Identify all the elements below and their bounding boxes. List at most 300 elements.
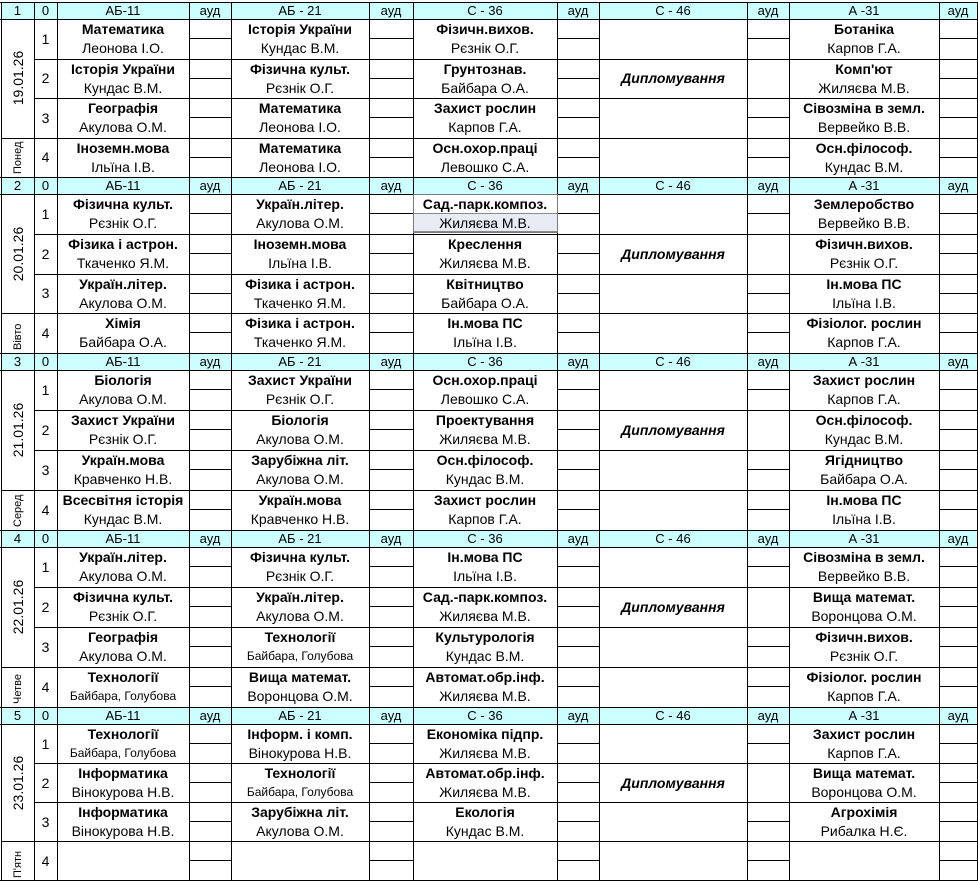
teacher-cell[interactable]: Акулова О.М. — [256, 608, 344, 624]
subject-cell[interactable]: Технології — [264, 765, 336, 781]
subject-cell[interactable]: Інформатика — [78, 765, 168, 781]
room-cell[interactable] — [557, 765, 599, 782]
teacher-cell[interactable]: Воронцова О.М. — [811, 784, 917, 800]
room-cell[interactable] — [369, 100, 413, 117]
subject-cell[interactable]: Автомат.обр.інф. — [425, 669, 545, 685]
teacher-cell[interactable]: Байбара, Голубова — [246, 649, 354, 663]
subject-cell[interactable]: Фізика і астрон. — [68, 235, 178, 252]
subject-cell[interactable]: Біологія — [94, 372, 152, 388]
subject-cell[interactable]: Сівозміна в земл. — [803, 100, 925, 116]
group-header-0[interactable]: АБ-11 — [105, 531, 141, 546]
teacher-cell[interactable]: Кундас В.М. — [260, 40, 340, 56]
room-cell[interactable] — [189, 549, 231, 566]
group-header-1[interactable]: АБ - 21 — [278, 178, 322, 193]
room-header-1: ауд — [380, 531, 402, 546]
group-header-2[interactable]: С - 36 — [467, 178, 503, 193]
teacher-cell[interactable]: Ільїна І.В. — [268, 254, 332, 271]
group-header-1[interactable]: АБ - 21 — [278, 3, 322, 18]
subject-cell[interactable]: Квітництво — [446, 275, 524, 292]
subject-cell[interactable]: Фізичн.вихов. — [815, 629, 913, 645]
group-header-0[interactable]: АБ-11 — [105, 3, 141, 18]
room-cell[interactable] — [189, 804, 231, 821]
subject-cell[interactable]: Україн.мова — [258, 492, 342, 508]
room-cell[interactable] — [557, 61, 599, 78]
subject-cell[interactable]: Фізична культ. — [72, 589, 174, 605]
room-cell[interactable] — [939, 372, 977, 389]
subject-cell[interactable]: Захист рослин — [433, 100, 537, 116]
room-cell[interactable] — [557, 726, 599, 743]
room-cell[interactable] — [189, 61, 231, 78]
group-header-1[interactable]: АБ - 21 — [278, 354, 322, 369]
room-divider — [369, 389, 413, 390]
room-divider — [557, 78, 599, 79]
teacher-cell[interactable]: Ткаченко Я.М. — [253, 334, 347, 351]
subject-cell[interactable]: Осн.охор.праці — [432, 139, 538, 156]
room-cell[interactable] — [189, 236, 231, 253]
room-cell[interactable] — [557, 276, 599, 293]
room-cell[interactable] — [369, 549, 413, 566]
room-cell[interactable] — [369, 412, 413, 429]
subject-cell[interactable]: Географія — [87, 100, 159, 116]
teacher-cell[interactable]: Байбара, Голубова — [69, 689, 177, 703]
group-header-0[interactable]: АБ-11 — [105, 178, 141, 193]
room-cell[interactable] — [189, 140, 231, 157]
room-cell[interactable] — [747, 629, 789, 646]
teacher-cell[interactable]: Рєзнік О.Г. — [265, 391, 335, 407]
room-cell[interactable] — [369, 452, 413, 469]
subject-cell[interactable]: Осн.філософ. — [815, 412, 913, 428]
room-cell[interactable] — [189, 765, 231, 782]
group-header-1[interactable]: АБ - 21 — [278, 531, 322, 546]
room-cell[interactable] — [747, 804, 789, 821]
subject-cell[interactable]: Географія — [87, 629, 159, 645]
sheet-bottom-border — [0, 880, 978, 881]
room-cell[interactable] — [557, 315, 599, 332]
room-cell[interactable] — [189, 452, 231, 469]
subject-cell[interactable]: Вища математ. — [248, 669, 352, 685]
room-cell[interactable] — [369, 843, 413, 860]
teacher-cell[interactable]: Рибалка Н.Є. — [820, 823, 908, 839]
room-cell[interactable] — [939, 629, 977, 646]
subject-cell[interactable]: Ботаніка — [833, 21, 895, 37]
room-cell[interactable] — [747, 196, 789, 213]
room-cell[interactable] — [369, 276, 413, 293]
room-cell[interactable] — [189, 492, 231, 509]
room-cell[interactable] — [369, 629, 413, 646]
room-cell[interactable] — [747, 726, 789, 743]
room-cell[interactable] — [747, 140, 789, 157]
subject-cell[interactable]: Економіка підпр. — [426, 726, 544, 742]
room-cell[interactable] — [369, 726, 413, 743]
subject-cell[interactable]: Зарубіжна літ. — [251, 452, 349, 468]
subject-cell[interactable]: Україн.літер. — [256, 196, 344, 212]
teacher-cell[interactable]: Жиляєва М.В. — [439, 608, 531, 624]
subject-cell[interactable]: Проектування — [435, 412, 535, 428]
room-cell[interactable] — [939, 196, 977, 213]
room-divider — [369, 78, 413, 79]
subject-cell[interactable]: Ягідництво — [824, 452, 904, 468]
subject-cell[interactable]: Хімія — [105, 315, 141, 332]
teacher-cell[interactable]: Карпов Г.А. — [827, 40, 901, 56]
room-cell[interactable] — [189, 629, 231, 646]
subject-cell[interactable]: Сівозміна в земл. — [803, 549, 925, 565]
subject-cell[interactable]: Україн.літер. — [79, 275, 167, 292]
group-header-0[interactable]: АБ-11 — [105, 708, 141, 723]
room-cell[interactable] — [189, 726, 231, 743]
room-cell[interactable] — [747, 843, 789, 860]
teacher-cell[interactable]: Рєзнік О.Г. — [88, 608, 158, 624]
subject-cell[interactable]: Ін.мова ПС — [826, 275, 902, 292]
teacher-cell[interactable]: Кундас В.М. — [445, 648, 525, 664]
group-header-3[interactable]: С - 46 — [655, 354, 691, 369]
subject-cell[interactable]: Зарубіжна літ. — [251, 804, 349, 820]
teacher-cell[interactable]: Вінокурова Н.В. — [71, 784, 175, 800]
room-cell[interactable] — [189, 843, 231, 860]
group-header-2[interactable]: С - 36 — [467, 3, 503, 18]
room-cell[interactable] — [557, 589, 599, 606]
room-cell[interactable] — [557, 100, 599, 117]
room-cell[interactable] — [189, 196, 231, 213]
teacher-cell[interactable]: Кравченко Н.В. — [250, 511, 350, 527]
room-cell[interactable] — [557, 412, 599, 429]
room-cell[interactable] — [747, 276, 789, 293]
room-cell[interactable] — [939, 549, 977, 566]
grid-line — [747, 194, 748, 353]
teacher-cell[interactable]: Вервейко В.В. — [817, 568, 911, 584]
room-cell[interactable] — [939, 100, 977, 117]
grid-line — [939, 707, 940, 724]
teacher-cell[interactable]: Жиляєва М.В. — [439, 215, 531, 231]
teacher-cell[interactable]: Левошко С.А. — [440, 158, 530, 175]
room-divider — [557, 646, 599, 647]
room-cell[interactable] — [557, 21, 599, 38]
selected-cell-outline — [413, 194, 558, 233]
subject-cell[interactable]: Математика — [258, 100, 342, 116]
teacher-cell[interactable]: Рєзнік О.Г. — [450, 40, 520, 56]
teacher-cell[interactable]: Леонова І.О. — [259, 119, 341, 135]
day-top-border — [0, 707, 978, 708]
room-cell[interactable] — [557, 492, 599, 509]
subject-cell[interactable]: Технології — [264, 629, 336, 645]
teacher-cell[interactable]: Карпов Г.А. — [827, 334, 901, 351]
room-cell[interactable] — [939, 61, 977, 78]
room-cell[interactable] — [557, 452, 599, 469]
room-cell[interactable] — [747, 452, 789, 469]
room-cell[interactable] — [369, 492, 413, 509]
teacher-cell[interactable]: Акулова О.М. — [79, 119, 167, 135]
subject-cell[interactable]: Фізичн.вихов. — [436, 21, 534, 37]
teacher-cell[interactable]: Жиляєва М.В. — [818, 79, 910, 96]
subject-cell[interactable]: Біологія — [271, 412, 329, 428]
group-header-1[interactable]: АБ - 21 — [278, 708, 322, 723]
teacher-cell[interactable]: Кундас В.М. — [824, 431, 904, 447]
subject-cell[interactable]: Україн.літер. — [79, 549, 167, 565]
room-cell[interactable] — [557, 804, 599, 821]
teacher-cell[interactable]: Акулова О.М. — [79, 294, 167, 311]
room-cell[interactable] — [939, 236, 977, 253]
room-cell[interactable] — [747, 492, 789, 509]
group-header-0[interactable]: АБ-11 — [105, 354, 141, 369]
subject-cell[interactable]: Автомат.обр.інф. — [425, 765, 545, 781]
teacher-cell[interactable]: Байбара О.А. — [820, 471, 908, 487]
subject-cell[interactable]: Фізіолог. рослин — [806, 669, 922, 685]
teacher-cell[interactable]: Рєзнік О.Г. — [88, 215, 158, 231]
teacher-cell[interactable]: Жиляєва М.В. — [439, 431, 531, 447]
grid-line — [231, 177, 232, 194]
group-header-2[interactable]: С - 36 — [467, 531, 503, 546]
room-cell[interactable] — [939, 804, 977, 821]
teacher-cell[interactable]: Кундас В.М. — [824, 158, 904, 175]
room-cell[interactable] — [939, 492, 977, 509]
grid-line — [599, 547, 600, 707]
room-cell[interactable] — [939, 669, 977, 686]
teacher-cell[interactable]: Вервейко В.В. — [817, 119, 911, 135]
group-header-3[interactable]: С - 46 — [655, 178, 691, 193]
teacher-cell[interactable]: Жиляєва М.В. — [439, 254, 531, 271]
room-cell[interactable] — [189, 276, 231, 293]
room-cell[interactable] — [557, 236, 599, 253]
group-header-2[interactable]: С - 36 — [467, 354, 503, 369]
room-cell[interactable] — [557, 843, 599, 860]
room-cell[interactable] — [939, 315, 977, 332]
room-cell[interactable] — [747, 549, 789, 566]
subject-cell[interactable]: Технології — [87, 726, 159, 742]
room-cell[interactable] — [369, 669, 413, 686]
room-cell[interactable] — [939, 589, 977, 606]
teacher-cell[interactable]: Вінокурова Н.В. — [71, 823, 175, 839]
grid-line — [1, 177, 2, 194]
subject-cell[interactable]: Іноземн.мова — [76, 139, 170, 156]
teacher-cell[interactable]: Кравченко Н.В. — [73, 471, 173, 487]
subject-cell[interactable]: Сад.-парк.композ. — [422, 589, 548, 605]
teacher-cell[interactable]: Воронцова О.М. — [247, 688, 353, 704]
teacher-cell[interactable]: Рєзнік О.Г. — [265, 568, 335, 584]
subject-cell[interactable]: Землеробство — [813, 196, 915, 212]
room-cell[interactable] — [939, 276, 977, 293]
grid-line — [1, 194, 2, 353]
teacher-cell[interactable]: Рєзнік О.Г. — [88, 431, 158, 447]
subject-cell[interactable]: Фізика і астрон. — [245, 275, 355, 292]
room-cell[interactable] — [189, 412, 231, 429]
subject-cell[interactable]: Історія України — [248, 21, 352, 37]
subject-cell[interactable]: Захист рослин — [433, 492, 537, 508]
room-cell[interactable] — [557, 140, 599, 157]
group-header-2[interactable]: С - 36 — [467, 708, 503, 723]
room-cell[interactable] — [189, 100, 231, 117]
teacher-cell[interactable]: Ільїна І.В. — [453, 568, 517, 584]
teacher-cell[interactable]: Карпов Г.А. — [827, 391, 901, 407]
room-cell[interactable] — [939, 140, 977, 157]
teacher-cell[interactable]: Ільїна І.В. — [832, 294, 896, 311]
subject-cell[interactable]: Математика — [258, 139, 342, 156]
grid-line — [57, 2, 58, 19]
teacher-cell[interactable]: Леонова І.О. — [259, 158, 341, 175]
room-cell[interactable] — [557, 549, 599, 566]
room-cell[interactable] — [369, 372, 413, 389]
teacher-cell[interactable]: Рєзнік О.Г. — [829, 648, 899, 664]
room-cell[interactable] — [939, 726, 977, 743]
teacher-cell[interactable]: Акулова О.М. — [256, 215, 344, 231]
teacher-cell[interactable]: Леонова І.О. — [82, 40, 164, 56]
subject-cell[interactable]: Осн.філософ. — [815, 139, 913, 156]
teacher-cell[interactable]: Ільїна І.В. — [91, 158, 155, 175]
room-cell[interactable] — [557, 669, 599, 686]
subject-cell[interactable]: Історія України — [71, 60, 175, 77]
teacher-cell[interactable]: Байбара, Голубова — [69, 746, 177, 760]
room-cell[interactable] — [557, 372, 599, 389]
room-cell[interactable] — [189, 589, 231, 606]
group-header-4[interactable]: А -31 — [848, 178, 880, 193]
group-header-4[interactable]: А -31 — [848, 531, 880, 546]
subject-cell[interactable]: Креслення — [447, 235, 523, 252]
group-header-4[interactable]: А -31 — [848, 3, 880, 18]
room-cell[interactable] — [747, 21, 789, 38]
grid-line — [557, 707, 558, 724]
room-cell[interactable] — [369, 61, 413, 78]
room-cell[interactable] — [369, 196, 413, 213]
room-cell[interactable] — [369, 765, 413, 782]
subject-cell[interactable]: Всесвітня історія — [62, 492, 184, 508]
teacher-cell[interactable]: Рєзнік О.Г. — [265, 79, 335, 96]
teacher-cell[interactable]: Байбара О.А. — [441, 79, 529, 96]
room-cell[interactable] — [557, 196, 599, 213]
teacher-cell[interactable]: Байбара, Голубова — [246, 785, 354, 799]
teacher-cell[interactable]: Ткаченко Я.М. — [76, 254, 170, 271]
subject-cell[interactable]: Екологія — [455, 804, 515, 820]
teacher-cell[interactable]: Акулова О.М. — [256, 471, 344, 487]
room-cell[interactable] — [189, 315, 231, 332]
teacher-cell[interactable]: Вінокурова Н.В. — [248, 745, 352, 761]
room-cell[interactable] — [369, 589, 413, 606]
subject-cell[interactable]: Математика — [81, 21, 165, 37]
room-cell[interactable] — [939, 765, 977, 782]
subject-cell[interactable]: Агрохімія — [830, 804, 898, 820]
room-cell[interactable] — [939, 21, 977, 38]
room-cell[interactable] — [189, 21, 231, 38]
subject-cell[interactable]: Фізика і астрон. — [245, 315, 355, 332]
subject-cell[interactable]: Фізична культ. — [249, 549, 351, 565]
room-cell[interactable] — [369, 236, 413, 253]
subject-cell[interactable]: Захист України — [70, 412, 175, 428]
room-cell[interactable] — [189, 669, 231, 686]
room-divider — [939, 213, 977, 214]
room-cell[interactable] — [189, 372, 231, 389]
room-cell[interactable] — [369, 140, 413, 157]
lesson-number: 3 — [41, 639, 50, 655]
teacher-cell[interactable]: Байбара О.А. — [79, 334, 167, 351]
room-header-1: ауд — [380, 354, 402, 369]
room-cell[interactable] — [939, 412, 977, 429]
subject-cell[interactable]: Інформ. і комп. — [247, 726, 353, 742]
grid-line — [231, 19, 232, 177]
room-cell[interactable] — [747, 669, 789, 686]
room-cell[interactable] — [939, 452, 977, 469]
room-cell[interactable] — [939, 843, 977, 860]
subject-cell[interactable]: Захист рослин — [812, 372, 916, 388]
room-cell[interactable] — [557, 629, 599, 646]
subject-cell[interactable]: Ін.мова ПС — [447, 549, 523, 565]
teacher-cell[interactable]: Байбара О.А. — [441, 294, 529, 311]
subject-cell[interactable]: Технології — [87, 669, 159, 685]
teacher-cell[interactable]: Акулова О.М. — [79, 648, 167, 664]
subject-cell[interactable]: Україн.літер. — [256, 589, 344, 605]
teacher-cell[interactable]: Карпов Г.А. — [448, 511, 522, 527]
subject-cell[interactable]: Ін.мова ПС — [447, 315, 523, 332]
room-divider — [189, 782, 231, 783]
subject-cell[interactable]: Іноземн.мова — [253, 235, 347, 252]
grid-line — [34, 724, 35, 880]
room-divider — [939, 509, 977, 510]
teacher-cell[interactable]: Акулова О.М. — [256, 823, 344, 839]
teacher-cell[interactable]: Жиляєва М.В. — [439, 745, 531, 761]
subject-cell[interactable]: Грунтознав. — [443, 60, 527, 77]
room-divider — [189, 509, 231, 510]
room-cell[interactable] — [747, 100, 789, 117]
subject-cell[interactable]: Фізіолог. рослин — [806, 315, 922, 332]
teacher-cell[interactable]: Карпов Г.А. — [827, 688, 901, 704]
group-header-3[interactable]: С - 46 — [655, 708, 691, 723]
subject-cell[interactable]: Осн.філософ. — [436, 452, 534, 468]
teacher-cell[interactable]: Воронцова О.М. — [811, 608, 917, 624]
subject-cell[interactable]: Захист рослин — [812, 726, 916, 742]
grid-line — [413, 707, 414, 724]
subject-cell[interactable]: Фізична культ. — [72, 196, 174, 212]
teacher-cell[interactable]: Жиляєва М.В. — [439, 784, 531, 800]
teacher-cell[interactable]: Акулова О.М. — [256, 431, 344, 447]
room-cell[interactable] — [369, 804, 413, 821]
group-header-4[interactable]: А -31 — [848, 708, 880, 723]
teacher-cell[interactable]: Рєзнік О.Г. — [829, 254, 899, 271]
room-cell[interactable] — [369, 21, 413, 38]
teacher-cell[interactable]: Акулова О.М. — [79, 391, 167, 407]
teacher-cell[interactable]: Карпов Г.А. — [448, 119, 522, 135]
subject-cell[interactable]: Вища математ. — [812, 765, 916, 781]
room-divider — [557, 782, 599, 783]
teacher-cell[interactable]: Ільїна І.В. — [453, 334, 517, 351]
room-cell[interactable] — [747, 315, 789, 332]
subject-cell[interactable]: Ін.мова ПС — [826, 492, 902, 508]
group-header-3[interactable]: С - 46 — [655, 3, 691, 18]
subject-cell[interactable]: Сад.-парк.композ. — [422, 196, 548, 212]
group-header-3[interactable]: С - 46 — [655, 531, 691, 546]
teacher-cell[interactable]: Левошко С.А. — [440, 391, 530, 407]
subject-cell[interactable]: Захист України — [247, 372, 352, 388]
room-divider — [189, 157, 231, 158]
subject-cell[interactable]: Україн.мова — [81, 452, 165, 468]
subject-cell[interactable]: Інформатика — [78, 804, 168, 820]
teacher-cell[interactable]: Акулова О.М. — [79, 568, 167, 584]
teacher-cell[interactable]: Карпов Г.А. — [827, 745, 901, 761]
teacher-cell[interactable]: Ткаченко Я.М. — [253, 294, 347, 311]
teacher-cell[interactable]: Ільїна І.В. — [832, 511, 896, 527]
group-header-4[interactable]: А -31 — [848, 354, 880, 369]
subject-cell[interactable]: Вища математ. — [812, 589, 916, 605]
subject-cell[interactable]: Комп'ют — [835, 60, 893, 77]
teacher-cell[interactable]: Кундас В.М. — [83, 79, 163, 96]
subject-cell[interactable]: Культурологія — [435, 629, 535, 645]
subject-cell[interactable]: Фізичн.вихов. — [815, 235, 913, 252]
room-header-3: ауд — [757, 354, 779, 369]
teacher-cell[interactable]: Кундас В.М. — [83, 511, 163, 527]
teacher-cell[interactable]: Жиляєва М.В. — [439, 688, 531, 704]
subject-cell[interactable]: Фізична культ. — [249, 60, 351, 77]
teacher-cell[interactable]: Вервейко В.В. — [817, 215, 911, 231]
teacher-cell[interactable]: Кундас В.М. — [445, 471, 525, 487]
room-cell[interactable] — [369, 315, 413, 332]
subject-cell[interactable]: Осн.охор.праці — [432, 372, 538, 388]
teacher-cell[interactable]: Кундас В.М. — [445, 823, 525, 839]
room-cell[interactable] — [747, 372, 789, 389]
